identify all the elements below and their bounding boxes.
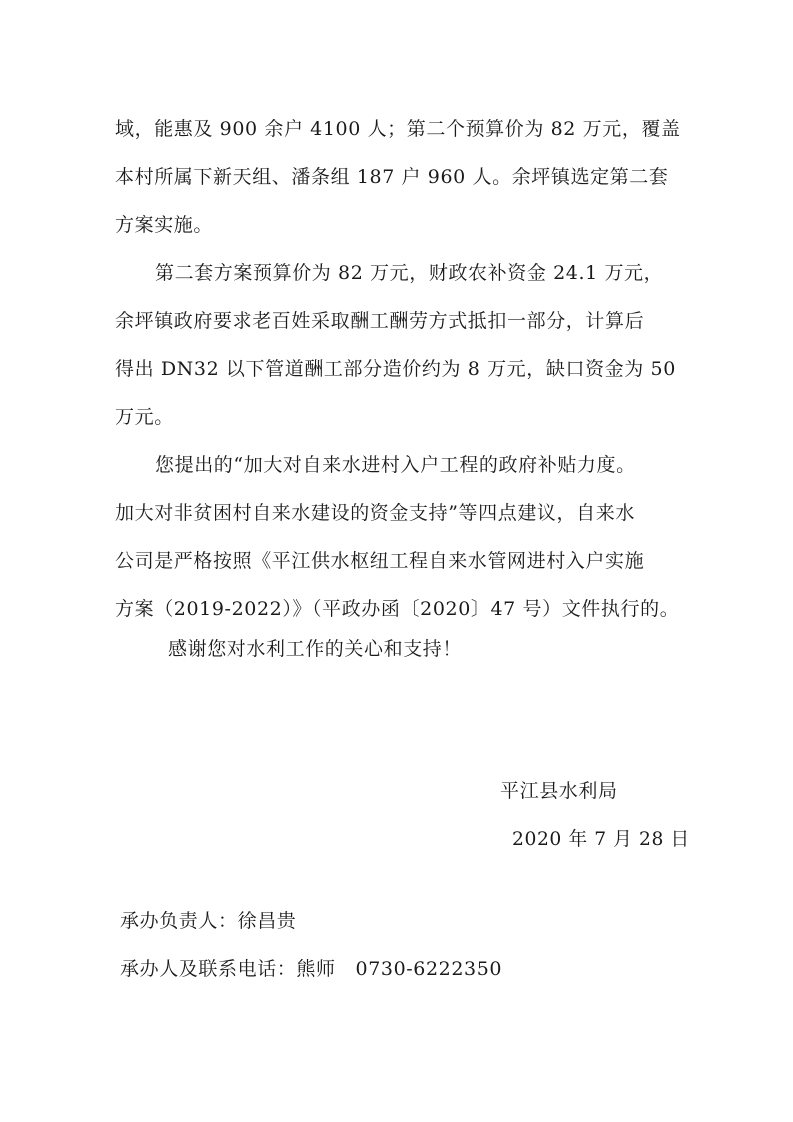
paragraph-line: 公司是严格按照《平江供水枢纽工程自来水管网进村入户实施 [115, 550, 645, 572]
signature-date: 2020 年 7 月 28 日 [512, 828, 690, 850]
signature-organization: 平江县水利局 [500, 780, 618, 802]
paragraph-line: 第二套方案预算价为 82 万元，财政农补资金 24.1 万元， [155, 262, 664, 284]
contact-handler-phone: 承办人及联系电话：熊师 0730-6222350 [120, 958, 503, 980]
paragraph-line: 域，能惠及 900 余户 4100 人；第二个预算价为 82 万元，覆盖 [115, 118, 681, 140]
paragraph-line: 加大对非贫困村自来水建设的资金支持”等四点建议，自来水 [115, 502, 635, 524]
paragraph-line: 本村所属下新天组、潘条组 187 户 960 人。余坪镇选定第二套 [115, 166, 669, 188]
paragraph-line: 您提出的“加大对自来水进村入户工程的政府补贴力度。 [155, 454, 636, 476]
paragraph-line: 万元。 [115, 406, 174, 428]
contact-responsible: 承办负责人：徐昌贵 [120, 910, 297, 932]
paragraph-line: 得出 DN32 以下管道酬工部分造价约为 8 万元，缺口资金为 50 [115, 358, 676, 380]
paragraph-line: 方案（2019-2022）》（平政办函〔2020〕47 号）文件执行的。 [115, 598, 680, 620]
paragraph-line: 方案实施。 [115, 214, 214, 236]
paragraph-line: 感谢您对水利工作的关心和支持！ [168, 638, 463, 660]
paragraph-line: 余坪镇政府要求老百姓采取酬工酬劳方式抵扣一部分，计算后 [115, 310, 645, 332]
